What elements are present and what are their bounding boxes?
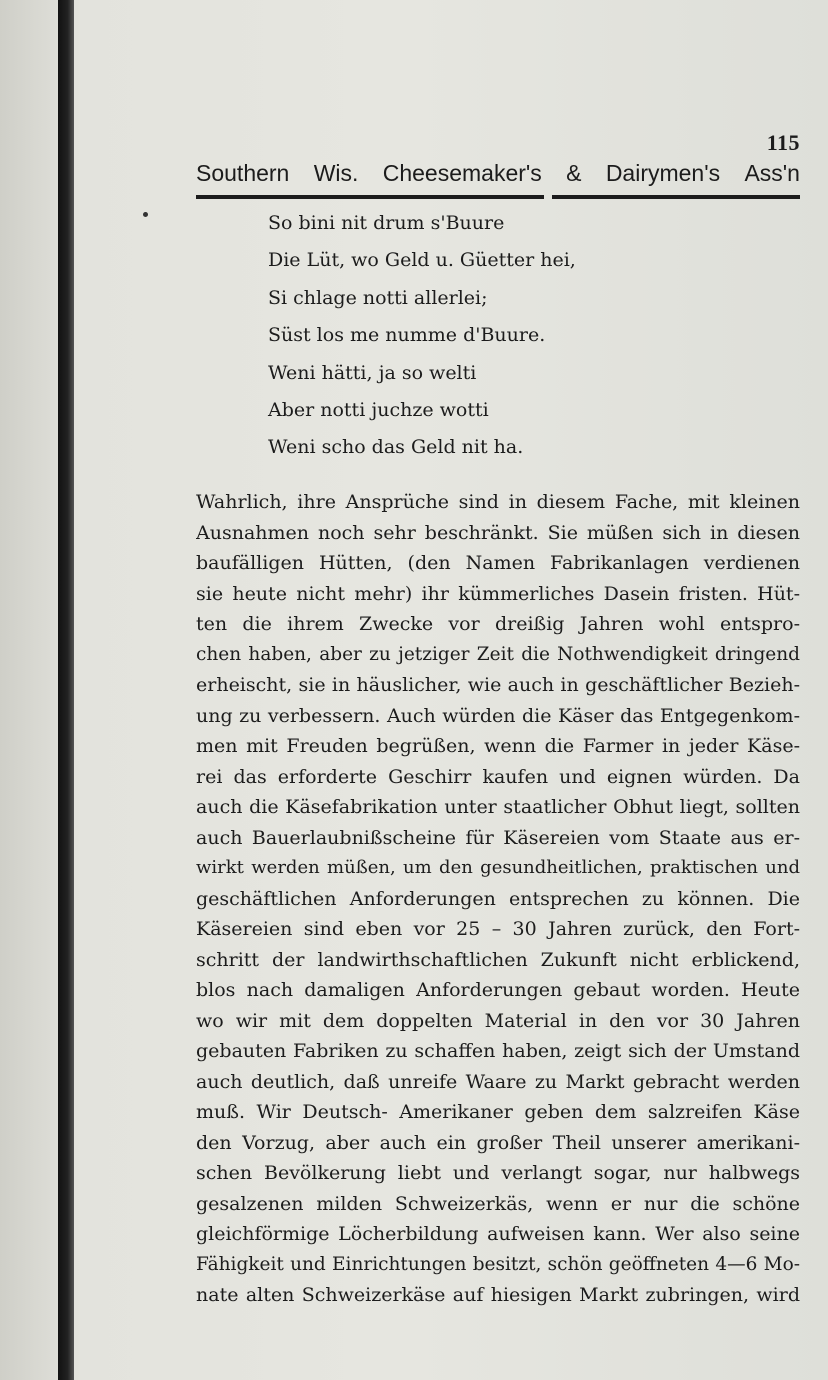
prose-line: chen haben, aber zu jetziger Zeit die Nothwendigkeit dringend bbox=[196, 643, 800, 665]
prose-line: gleichförmige Löcherbildung aufweisen kann. Wer also seine bbox=[196, 1223, 800, 1245]
prose-line: gesalzenen milden Schweizerkäs, wenn er nur die schöne bbox=[196, 1192, 800, 1215]
verse-line: So bini nit drum s'Buure bbox=[268, 212, 505, 234]
prose-line: muß. Wir Deutsch- Amerikaner geben dem salzreifen Käse bbox=[196, 1101, 800, 1123]
prose-line: erheischt, sie in häuslicher, wie auch in geschäftlicher Bezieh- bbox=[196, 674, 800, 696]
running-head-word: Cheesemaker's bbox=[382, 160, 542, 186]
verse-line: Süst los me numme d'Buure. bbox=[268, 324, 546, 347]
prose-line: sie heute nicht mehr) ihr kümmerliches Dasein fristen. Hüt- bbox=[196, 582, 800, 605]
header-rule-left bbox=[196, 195, 544, 199]
prose-line: schen Bevölkerung liebt und verlangt sogar, nur halbwegs bbox=[196, 1162, 800, 1184]
prose-line: wo wir mit dem doppelten Material in den vor 30 Jahren bbox=[196, 1009, 800, 1032]
verse-line: Aber notti juchze wotti bbox=[268, 398, 489, 421]
prose-line: auch deutlich, daß unreife Waare zu Markt gebracht werden bbox=[196, 1070, 800, 1093]
verse-line: Si chlage notti allerlei; bbox=[268, 286, 488, 309]
prose-line: Fähigkeit und Einrichtungen besitzt, schön geöffneten 4—6 Mo- bbox=[196, 1253, 800, 1275]
prose-line: gebauten Fabriken zu schaffen haben, zeigt sich der Umstand bbox=[196, 1040, 800, 1062]
running-head-word: & bbox=[566, 160, 582, 186]
prose-line: Ausnahmen noch sehr beschränkt. Sie müßen sich in diesen bbox=[196, 521, 800, 544]
prose-line: auch die Käsefabrikation unter staatlicher Obhut liegt, sollten bbox=[196, 796, 800, 818]
prose-line: nate alten Schweizerkäse auf hiesigen Markt zubringen, wird bbox=[196, 1284, 800, 1306]
prose-line: rei das erforderte Geschirr kaufen und eignen würden. Da bbox=[196, 765, 800, 788]
binding-edge bbox=[58, 0, 74, 1380]
header-rule bbox=[196, 195, 800, 200]
prose-line: baufälligen Hütten, (den Namen Fabrikanlagen verdienen bbox=[196, 552, 800, 574]
verse-line: Weni hätti, ja so welti bbox=[268, 361, 477, 384]
running-head-word: Southern bbox=[196, 160, 290, 186]
prose-line: Wahrlich, ihre Ansprüche sind in diesem Fache, mit kleinen bbox=[196, 491, 800, 513]
prose-paragraph bbox=[196, 487, 800, 1311]
verse-line: Die Lüt, wo Geld u. Güetter hei, bbox=[268, 249, 576, 272]
running-head bbox=[196, 160, 800, 187]
prose-line: ten die ihrem Zwecke vor dreißig Jahren wohl entspro- bbox=[196, 613, 800, 635]
prose-line: den Vorzug, aber auch ein großer Theil unserer amerikani- bbox=[196, 1131, 800, 1154]
running-head-word: Dairymen's bbox=[605, 160, 721, 186]
prose-line: Käsereien sind eben vor 25 – 30 Jahren zurück, den Fort- bbox=[196, 918, 800, 940]
prose-line: wirkt werden müßen, um den gesundheitlichen, praktischen und bbox=[196, 857, 800, 878]
prose-line: geschäftlichen Anforderungen entsprechen zu können. Die bbox=[196, 887, 800, 910]
prose-line: auch Bauerlaubnißscheine für Käsereien vom Staate aus er- bbox=[196, 826, 800, 849]
prose-line: ung zu verbessern. Auch würden die Käser das Entgegenkom- bbox=[196, 704, 800, 727]
prose-line: men mit Freuden begrüßen, wenn die Farmer in jeder Käse- bbox=[196, 735, 800, 757]
running-head-word: Wis. bbox=[313, 160, 359, 186]
page-number: 115 bbox=[766, 130, 800, 155]
margin-mark bbox=[143, 212, 148, 217]
running-head-word: Ass'n bbox=[744, 160, 800, 186]
prose-line: schritt der landwirthschaftlichen Zukunft nicht erblickend, bbox=[196, 948, 800, 971]
prose-line: blos nach damaligen Anforderungen gebaut worden. Heute bbox=[196, 979, 800, 1001]
verse-block bbox=[268, 205, 688, 467]
verse-line: Weni scho das Geld nit ha. bbox=[268, 436, 524, 459]
header-rule-right bbox=[552, 195, 800, 199]
